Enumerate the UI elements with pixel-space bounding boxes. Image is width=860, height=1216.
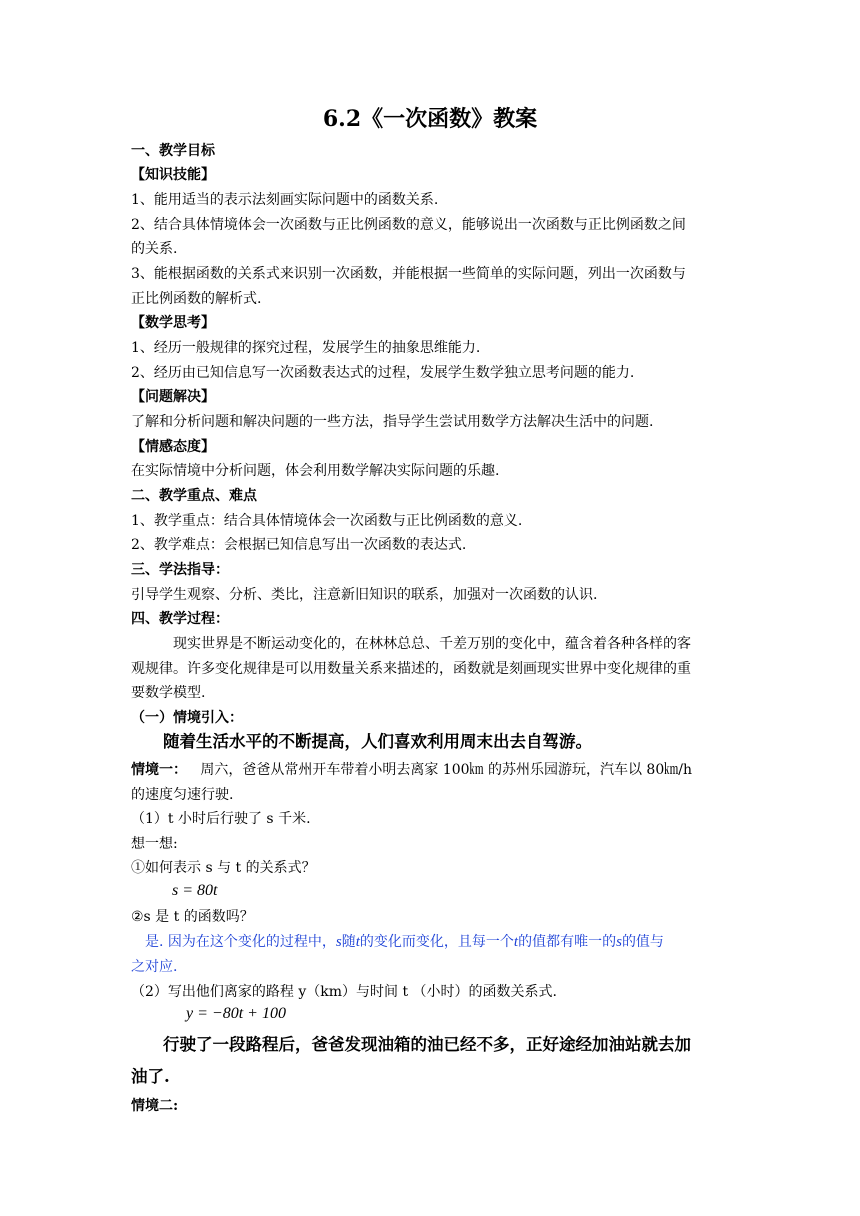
scenario-text: 周六，爸爸从常州开车带着小明去离家 100㎞ 的苏州乐园游玩，汽车以 80㎞/h xyxy=(200,762,692,778)
paragraph: 的关系. xyxy=(131,241,178,257)
answer-text: 的值都有唯一的 xyxy=(518,934,617,950)
paragraph: 1、能用适当的表示法刻画实际问题中的函数关系. xyxy=(131,192,439,208)
paragraph: 2、结合具体情境体会一次函数与正比例函数的意义，能够说出一次函数与正比例函数之间 xyxy=(131,217,686,233)
answer-text: 是. 因为在这个变化的过程中， xyxy=(145,934,336,950)
section-heading: 四、教学过程： xyxy=(131,611,229,627)
question: （2）写出他们离家的路程 y（km）与时间 t （小时）的函数关系式. xyxy=(131,984,558,1000)
subsection-heading: 【知识技能】 xyxy=(131,167,215,183)
emphasis-line: 行驶了一段路程后，爸爸发现油箱的油已经不多，正好途经加油站就去加 xyxy=(163,1035,691,1054)
paragraph: 了解和分析问题和解决问题的一些方法，指导学生尝试用数学方法解决生活中的问题. xyxy=(131,414,654,430)
answer-symbol: s xyxy=(616,934,622,950)
question: ①如何表示 s 与 t 的关系式？ xyxy=(131,860,316,876)
answer-text: 随 xyxy=(341,934,356,950)
answer-symbol: s xyxy=(335,934,342,950)
emphasis-line: 随着生活水平的不断提高，人们喜欢利用周末出去自驾游。 xyxy=(163,732,592,751)
answer-line: 之对应. xyxy=(131,959,178,975)
subsection-heading: 【问题解决】 xyxy=(131,389,215,405)
paragraph: 1、经历一般规律的探究过程，发展学生的抽象思维能力. xyxy=(131,340,481,356)
answer-text: 的值与 xyxy=(621,934,664,950)
scenario-line xyxy=(131,761,731,779)
emphasis-line: 油了. xyxy=(131,1067,170,1086)
paragraph: 引导学生观察、分析、类比，注意新旧知识的联系，加强对一次函数的认识. xyxy=(131,587,598,603)
question: （1）t 小时后行驶了 s 千米. xyxy=(131,811,311,827)
paragraph: 2、教学难点：会根据已知信息写出一次函数的表达式. xyxy=(131,537,467,553)
subsection-heading: 【情感态度】 xyxy=(131,439,215,455)
answer-line xyxy=(145,933,745,951)
paragraph: 1、教学重点：结合具体情境体会一次函数与正比例函数的意义. xyxy=(131,513,523,529)
subsection-heading: （一）情境引入： xyxy=(131,710,243,726)
section-heading: 三、学法指导： xyxy=(131,562,229,578)
formula: s = 80t xyxy=(172,882,218,899)
page-title: 6.2《一次函数》教案 xyxy=(322,106,538,132)
paragraph: 正比例函数的解析式. xyxy=(131,291,262,307)
answer-symbol: t xyxy=(513,934,519,950)
paragraph: 现实世界是不断运动变化的，在林林总总、千差万别的变化中，蕴含着各种各样的客 xyxy=(173,636,691,652)
paragraph: 3、能根据函数的关系式来识别一次函数，并能根据一些简单的实际问题，列出一次函数与 xyxy=(131,266,686,282)
paragraph: 2、经历由已知信息写一次函数表达式的过程，发展学生数学独立思考问题的能力. xyxy=(131,365,635,381)
answer-text: 的变化而变化，且每一个 xyxy=(359,934,514,950)
paragraph: 的速度匀速行驶. xyxy=(131,787,234,803)
paragraph: 观规律。许多变化规律是可以用数量关系来描述的，函数就是刻画现实世界中变化规律的重 xyxy=(131,661,691,677)
scenario-label: 情境一： xyxy=(131,762,187,778)
paragraph: 要数学模型. xyxy=(131,685,206,701)
answer-symbol: t xyxy=(355,934,360,950)
section-heading: 二、教学重点、难点 xyxy=(131,488,257,504)
paragraph: 在实际情境中分析问题，体会利用数学解决实际问题的乐趣. xyxy=(131,463,500,479)
subsection-heading: 【数学思考】 xyxy=(131,315,215,331)
scenario-label: 情境二: xyxy=(131,1098,179,1114)
question: ②s 是 t 的函数吗？ xyxy=(131,909,254,925)
formula: y = −80t + 100 xyxy=(186,1005,286,1022)
paragraph: 想一想: xyxy=(131,836,178,852)
section-heading: 一、教学目标 xyxy=(131,143,215,159)
